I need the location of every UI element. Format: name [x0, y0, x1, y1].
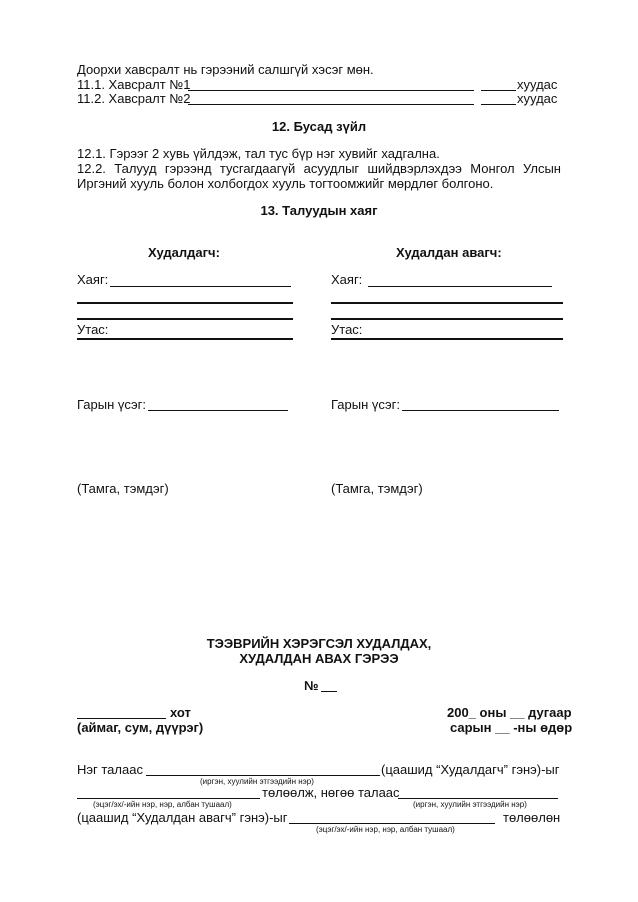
city-label: хот: [170, 705, 191, 720]
buyer-signature-field[interactable]: [402, 410, 559, 411]
seller-phone-field[interactable]: [77, 338, 293, 340]
party1-name-field[interactable]: [146, 775, 380, 776]
party1-rep-field[interactable]: [77, 798, 260, 799]
seller-address-line3[interactable]: [77, 318, 293, 320]
attachments-intro: Доорхи хавсралт нь гэрээний салшгүй хэсэг мөн.: [77, 62, 374, 77]
buyer-address-line2[interactable]: [331, 302, 563, 304]
section12-p2: 12.2. Талууд гэрээнд тусгагдаагүй асуудлыг шийдвэрлэхдээ Монгол Улсын Иргэний хууль болон холбогдох хууль тогтоомжийг мөрдлөг болгоно.: [77, 161, 561, 191]
party2-middle: төлөөлж, нөгөө талаас: [262, 785, 400, 800]
contract-number-field[interactable]: [321, 691, 337, 692]
buyer-address-line3[interactable]: [331, 318, 563, 320]
attachment-1-label: 11.1. Хавсралт №1: [77, 77, 191, 92]
contract-title-line2: ХУДАЛДАН АВАХ ГЭРЭЭ: [239, 651, 399, 666]
attachment-1-pages-line: [481, 90, 516, 91]
attachment-2-label: 11.2. Хавсралт №2: [77, 91, 191, 106]
party2-prefix: (цаашид “Худалдан авагч” гэнэ)-ыг: [77, 810, 288, 825]
contract-title-line1: ТЭЭВРИЙН ХЭРЭГСЭЛ ХУДАЛДАХ,: [206, 636, 432, 651]
city-sub-label: (аймаг, сум, дүүрэг): [77, 720, 204, 735]
seller-title: Худалдагч:: [148, 245, 220, 260]
city-field[interactable]: [77, 718, 166, 719]
attachment-2-line: [188, 104, 474, 105]
contract-number-label: №: [304, 678, 319, 693]
party2-name-field[interactable]: [398, 798, 558, 799]
attachment-1-unit: хуудас: [517, 77, 558, 92]
party1-name-hint: (иргэн, хуулийн этгээдийн нэр): [200, 777, 314, 786]
buyer-phone-field[interactable]: [331, 338, 563, 340]
attachment-2-unit: хуудас: [517, 91, 558, 106]
party1-rep-hint: (эцэг/эх/-ийн нэр, нэр, албан тушаал): [93, 800, 232, 809]
party2-suffix: төлөөлөн: [503, 810, 561, 825]
seller-phone-label: Утас:: [77, 322, 109, 337]
seller-signature-field[interactable]: [148, 410, 288, 411]
seller-signature-label: Гарын үсэг:: [77, 397, 147, 412]
date-line2: сарын __ -ны өдөр: [450, 720, 573, 735]
party2-rep-hint: (эцэг/эх/-ийн нэр, нэр, албан тушаал): [316, 825, 455, 834]
attachment-1-line: [188, 90, 474, 91]
attachment-2-pages-line: [481, 104, 516, 105]
party1-prefix: Нэг талаас: [77, 762, 143, 777]
seller-address-field[interactable]: [110, 286, 291, 287]
date-line1: 200_ оны __ дугаар: [447, 705, 572, 720]
buyer-phone-label: Утас:: [331, 322, 363, 337]
buyer-signature-label: Гарын үсэг:: [331, 397, 401, 412]
section12-p1: 12.1. Гэрээг 2 хувь үйлдэж, тал тус бүр нэг хувийг хадгална.: [77, 146, 440, 161]
buyer-stamp-label: (Тамга, тэмдэг): [331, 481, 423, 496]
seller-address-line2[interactable]: [77, 302, 293, 304]
buyer-address-label: Хаяг:: [331, 272, 363, 287]
party1-suffix: (цаашид “Худалдагч” гэнэ)-ыг: [381, 762, 560, 777]
party2-rep-field[interactable]: [289, 823, 495, 824]
buyer-address-field[interactable]: [368, 286, 552, 287]
section12-heading: 12. Бусад зүйл: [271, 119, 367, 134]
seller-address-label: Хаяг:: [77, 272, 109, 287]
party2-name-hint: (иргэн, хуулийн этгээдийн нэр): [413, 800, 527, 809]
buyer-title: Худалдан авагч:: [396, 245, 502, 260]
section13-heading: 13. Талуудын хаяг: [260, 203, 378, 218]
seller-stamp-label: (Тамга, тэмдэг): [77, 481, 169, 496]
